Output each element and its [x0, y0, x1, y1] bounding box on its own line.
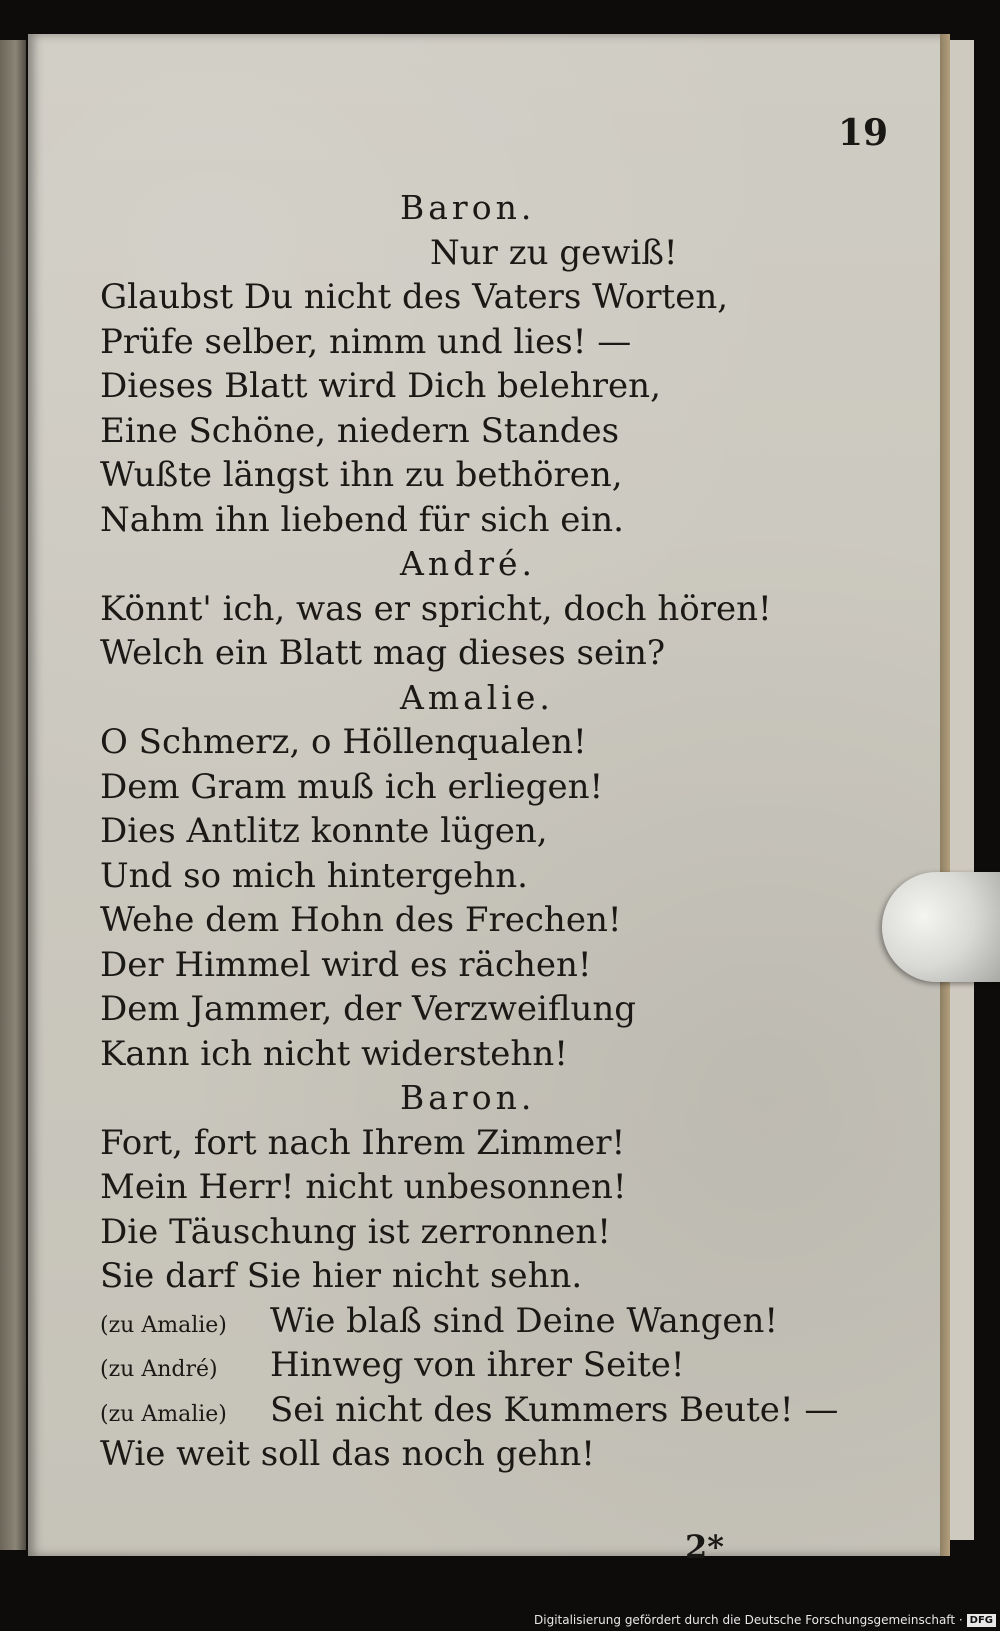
verse-line-text: Glaubst Du nicht des Vaters Worten, [100, 277, 729, 317]
verse-line [100, 1032, 880, 1077]
verse-line [100, 275, 880, 320]
signature-mark: 2* [685, 1528, 724, 1566]
verse-line-text: Hinweg von ihrer Seite! [270, 1345, 685, 1385]
verse-line-text: Sei nicht des Kummers Beute! — [270, 1389, 839, 1430]
verse-line-with-direction [100, 1388, 880, 1433]
page-edge [940, 34, 950, 1556]
verse-line [100, 943, 880, 988]
verse-line [100, 809, 880, 854]
verse-line-with-direction [100, 1299, 880, 1344]
verse-line-text: Dies Antlitz konnte lügen, [100, 811, 548, 851]
verse-line [100, 1121, 880, 1166]
speaker-name [100, 542, 880, 587]
verse-line [100, 854, 880, 899]
verse-line-text: Nur zu gewiß! [430, 232, 678, 273]
verse-line [100, 987, 880, 1032]
verse-line-text: Könnt' ich, was er spricht, doch hören! [100, 588, 772, 629]
stage-direction: (zu Amalie) [100, 1312, 227, 1338]
credit-text: Digitalisierung gefördert durch die Deutsche Forschungsgemeinschaft · [534, 1613, 963, 1627]
speaker-label: André. [400, 544, 537, 583]
verse-line-text: Wie weit soll das noch gehn! [100, 1434, 595, 1474]
digitization-credit [534, 1613, 996, 1627]
stage-direction: (zu Amalie) [100, 1401, 227, 1427]
verse-line [100, 765, 880, 810]
verse-line-text: Wehe dem Hohn des Frechen! [100, 900, 622, 940]
verse-line [100, 720, 880, 765]
verse-line [100, 364, 880, 409]
stage-direction: (zu André) [100, 1357, 218, 1382]
verse-line-text: Kann ich nicht widerstehn! [100, 1033, 568, 1074]
next-page-edge [950, 40, 974, 1540]
verse-line-text: Wie blaß sind Deine Wangen! [270, 1300, 779, 1341]
verse-line-text: Und so mich hintergehn. [100, 855, 528, 896]
verse-line-text: Wußte längst ihn zu bethören, [100, 455, 623, 495]
verse-line [100, 320, 880, 365]
verse-line-text: Sie darf Sie hier nicht sehn. [100, 1256, 583, 1296]
verse-line [100, 231, 880, 276]
speaker-label: Baron. [400, 188, 536, 227]
speaker-name [100, 186, 880, 231]
verse-line [100, 1210, 880, 1255]
verse-line-text: O Schmerz, o Höllenqualen! [100, 722, 587, 762]
verse-line-text: Mein Herr! nicht unbesonnen! [100, 1167, 627, 1207]
verse-line [100, 1432, 880, 1477]
speaker-name [100, 1076, 880, 1121]
verse-line-text: Eine Schöne, niedern Standes [100, 410, 620, 451]
verse-line [100, 898, 880, 943]
dfg-logo: DFG [967, 1614, 996, 1627]
verse-line [100, 453, 880, 498]
verse-line-text: Dieses Blatt wird Dich belehren, [100, 366, 661, 406]
page-clip [882, 872, 1000, 982]
left-page-edge [0, 40, 26, 1550]
verse-line-text: Der Himmel wird es rächen! [100, 944, 592, 985]
verse-line-text: Die Täuschung ist zerronnen! [100, 1211, 611, 1252]
speaker-label: Amalie. [400, 677, 554, 717]
verse-text [100, 186, 880, 1477]
verse-line [100, 409, 880, 454]
verse-line [100, 498, 880, 543]
speaker-label: Baron. [400, 1078, 536, 1117]
speaker-name [100, 676, 880, 721]
verse-line-text: Dem Gram muß ich erliegen! [100, 766, 604, 807]
verse-line-text: Nahm ihn liebend für sich ein. [100, 499, 624, 540]
verse-line-text: Welch ein Blatt mag dieses sein? [100, 633, 666, 673]
verse-line [100, 587, 880, 632]
verse-line [100, 1254, 880, 1299]
verse-line [100, 1165, 880, 1210]
verse-line-text: Fort, fort nach Ihrem Zimmer! [100, 1122, 626, 1163]
verse-line-text: Prüfe selber, nimm und lies! — [100, 321, 632, 362]
verse-line-text: Dem Jammer, der Verzweiflung [100, 989, 637, 1029]
page-number: 19 [838, 112, 889, 154]
verse-line-with-direction [100, 1343, 880, 1388]
verse-line [100, 631, 880, 676]
